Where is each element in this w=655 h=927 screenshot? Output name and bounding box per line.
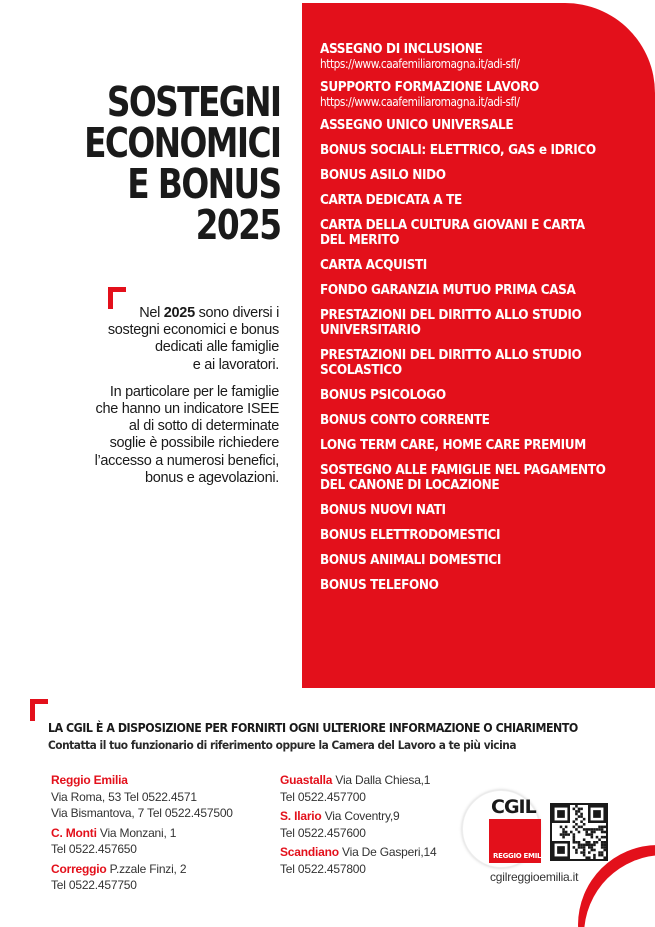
benefit-item [320,258,640,273]
benefit-label: FONDO GARANZIA MUTUO PRIMA CASA [320,283,576,298]
qr-module [596,841,599,844]
qr-code-icon[interactable] [550,803,608,861]
benefit-label: CARTA DEDICATA A TE [320,193,462,208]
intro-line: bonus e agevolazioni. [145,469,279,486]
intro-line: al di sotto di determinate [128,418,279,435]
benefit-label: DEL CANONE DI LOCAZIONE [320,478,500,493]
benefit-url-link[interactable]: https://www.caafemiliaromagna.it/adi-sfl/ [320,57,520,71]
qr-module [591,828,594,831]
qr-module [580,808,583,811]
qr-module [603,856,606,859]
qr-module [593,810,601,818]
qr-module [575,851,578,854]
qr-module [585,841,588,844]
office-detail: Via Roma, 53 Tel 0522.4571 [51,789,197,804]
benefit-label: CARTA ACQUISTI [320,258,427,273]
main-title [84,78,281,249]
intro-text-part: sono diversi i [194,305,279,321]
qr-module [591,844,594,847]
qr-module [588,828,591,831]
cgil-logo-sub: REGGIO EMILIA [493,852,549,860]
benefit-label: PRESTAZIONI DEL DIRITTO ALLO STUDIO [320,348,582,363]
qr-module [598,851,601,854]
qr-module [578,846,581,849]
qr-module [603,826,606,829]
office-address: P.zzale Finzi, 2 [106,861,187,876]
qr-module [573,820,576,823]
qr-module [601,828,604,831]
qr-module [591,849,594,852]
office-address: Via Dalla Chiesa,1 [332,773,431,787]
benefit-label: BONUS ASILO NIDO [320,168,446,183]
qr-module [573,846,576,849]
info-line-2: Contatta il tuo funzionario di riferimento oppure la Camera del Lavoro a te più vicina [48,738,517,752]
benefit-item [320,308,640,338]
info-line-1: LA CGIL È A DISPOSIZIONE PER FORNIRTI OGNI ULTERIORE INFORMAZIONE O CHIARIMENTO [48,721,578,735]
qr-module [601,841,604,844]
qr-module [593,854,596,857]
qr-module [560,833,563,836]
benefit-item [320,503,640,518]
benefit-item [320,553,640,568]
office-header [51,772,233,789]
qr-module [588,841,591,844]
benefit-label: ASSEGNO DI INCLUSIONE [320,42,483,57]
office-detail: Tel 0522.457700 [280,789,366,804]
office-entry [51,772,233,822]
benefit-item [320,143,640,158]
qr-module [570,831,573,834]
qr-module [596,828,599,831]
qr-module [583,854,586,857]
benefit-item [320,348,640,378]
office-name: Scandiano [280,845,339,859]
office-header [280,808,436,825]
cgil-logo-text: CGIL [491,796,536,818]
benefit-label: SOSTEGNO ALLE FAMIGLIE NEL PAGAMENTO [320,463,606,478]
benefit-label: ASSEGNO UNICO UNIVERSALE [320,118,514,133]
qr-module [567,833,570,836]
qr-module [601,854,604,857]
qr-module [578,808,581,811]
office-name: S. Ilario [280,809,322,823]
qr-module [591,833,594,836]
qr-module [585,828,588,831]
qr-module [573,838,576,841]
qr-module [585,844,588,847]
website-link[interactable]: cgilreggioemilia.it [490,870,579,884]
benefit-url-link[interactable]: https://www.caafemiliaromagna.it/adi-sfl/ [320,95,520,109]
qr-module [575,818,578,821]
title-line: SOSTEGNI [107,78,281,126]
qr-module [578,815,581,818]
info-heading [48,720,578,754]
qr-module [562,833,565,836]
qr-module [580,815,583,818]
qr-module [603,831,606,834]
benefit-label: BONUS ANIMALI DOMESTICI [320,553,502,568]
qr-module [588,856,591,859]
qr-module [583,823,586,826]
benefit-label: BONUS CONTO CORRENTE [320,413,490,428]
qr-module [580,813,583,816]
office-name: Correggio [51,861,107,876]
qr-module [562,828,565,831]
qr-module [588,851,591,854]
qr-module [578,810,581,813]
qr-module [593,849,596,852]
qr-module [603,846,606,849]
intro-line: che hanno un indicatore ISEE [95,401,279,418]
benefit-label: BONUS ELETTRODOMESTICI [320,528,501,543]
office-name: Reggio Emilia [51,773,128,787]
intro-line: In particolare per le famiglie [109,383,279,400]
qr-module [588,846,591,849]
qr-module [603,849,606,852]
benefit-item [320,438,640,453]
office-entry [280,844,436,877]
benefit-item [320,463,640,493]
corner-bracket-icon [30,699,48,721]
qr-module [575,849,578,852]
qr-module [603,844,606,847]
office-address: Via De Gasperi,14 [338,845,437,859]
qr-module [573,808,576,811]
qr-module [583,846,586,849]
intro-year: 2025 [163,305,195,321]
qr-module [601,851,604,854]
qr-module [580,844,583,847]
benefit-label: SCOLASTICO [320,363,402,378]
title-line: 2025 [196,201,281,249]
qr-module [580,826,583,829]
qr-module [578,841,581,844]
benefit-label: UNIVERSITARIO [320,323,421,338]
qr-module [562,831,565,834]
office-detail: Via Bismantova, 7 Tel 0522.457500 [51,806,233,820]
qr-module [588,844,591,847]
benefit-item [320,193,640,208]
intro-paragraph-2 [95,384,279,487]
intro-line: sostegni economici e bonus [107,322,279,339]
office-address: Via Monzani, 1 [96,825,177,840]
qr-module [585,833,588,836]
qr-module [580,820,583,823]
benefit-label: BONUS PSICOLOGO [320,388,446,403]
qr-module [598,838,601,841]
benefits-list [320,42,640,603]
title-line: E BONUS [127,160,281,208]
title-line: ECONOMICI [84,119,281,167]
qr-module [601,846,604,849]
benefit-label: BONUS NUOVI NATI [320,503,446,518]
qr-module [603,841,606,844]
benefit-item [320,528,640,543]
intro-line: l’accesso a numerosi benefici, [94,452,279,469]
benefit-label: BONUS TELEFONO [320,578,439,593]
qr-module [562,836,565,839]
qr-module [593,856,596,859]
office-detail: Tel 0522.457800 [280,861,366,876]
benefit-item [320,168,640,183]
qr-module [593,841,596,844]
qr-module [583,838,586,841]
qr-module [557,846,565,854]
qr-module [575,823,578,826]
qr-module [591,846,594,849]
qr-module [573,836,576,839]
qr-module [575,841,578,844]
qr-module [573,833,576,836]
benefit-item [320,118,640,133]
qr-module [575,828,578,831]
qr-module [578,826,581,829]
qr-module [601,831,604,834]
office-detail: Tel 0522.457750 [51,878,137,892]
qr-module [583,849,586,852]
office-name: C. Monti [51,825,97,840]
intro-line: dedicati alle famiglie [155,339,279,356]
benefit-label: CARTA DELLA CULTURA GIOVANI E CARTA [320,218,585,233]
qr-module [593,828,596,831]
qr-module [575,813,578,816]
office-entry [280,808,436,841]
qr-module [565,826,568,829]
office-entry [51,825,233,858]
intro-line: soglie è possibile richiedere [109,435,279,452]
benefit-item [320,218,640,248]
office-address: Via Coventry,9 [321,809,400,823]
qr-module [601,836,604,839]
benefit-label: PRESTAZIONI DEL DIRITTO ALLO STUDIO [320,308,582,323]
office-header [51,825,233,842]
benefit-item [320,80,640,110]
qr-module [591,836,594,839]
qr-module [593,844,596,847]
qr-module [578,844,581,847]
intro-text-part: Nel [139,305,164,321]
intro-text [95,305,279,497]
office-header [280,844,436,861]
office-header [280,772,436,789]
qr-module [583,818,586,821]
qr-module [598,854,601,857]
benefit-item [320,42,640,72]
intro-line [95,305,279,322]
benefit-label: BONUS SOCIALI: ELETTRICO, GAS e IDRICO [320,143,596,158]
qr-module [601,844,604,847]
benefit-label: LONG TERM CARE, HOME CARE PREMIUM [320,438,586,453]
qr-module [591,831,594,834]
qr-module [557,810,565,818]
qr-module [583,851,586,854]
office-name: Guastalla [280,773,333,787]
qr-module [560,826,563,829]
intro-line: e ai lavoratori. [192,356,279,373]
qr-module [578,831,581,834]
qr-module [598,826,601,829]
offices-column-2 [280,772,436,880]
offices-column-1 [51,772,233,897]
qr-module [598,828,601,831]
office-detail: Tel 0522.457600 [280,825,366,840]
qr-module [585,856,588,859]
office-detail: Tel 0522.457650 [51,842,137,856]
qr-module [601,826,604,829]
qr-module [585,831,588,834]
office-entry [51,861,233,894]
benefit-item [320,388,640,403]
office-header [51,861,233,878]
qr-module [583,828,586,831]
qr-module [596,836,599,839]
qr-module [573,826,576,829]
qr-module [603,836,606,839]
qr-module [588,833,591,836]
qr-module [573,841,576,844]
benefit-item [320,578,640,593]
intro-paragraph-1 [95,305,279,374]
benefit-label: SUPPORTO FORMAZIONE LAVORO [320,80,539,95]
benefit-item [320,283,640,298]
qr-module [575,810,578,813]
benefit-item [320,413,640,428]
benefit-label: DEL MERITO [320,233,400,248]
qr-module [580,851,583,854]
qr-module [583,844,586,847]
qr-module [565,833,568,836]
qr-module [593,831,596,834]
qr-module [575,805,578,808]
qr-module [565,831,568,834]
office-entry [280,772,436,805]
cgil-logo-icon [489,819,549,863]
qr-module [580,846,583,849]
